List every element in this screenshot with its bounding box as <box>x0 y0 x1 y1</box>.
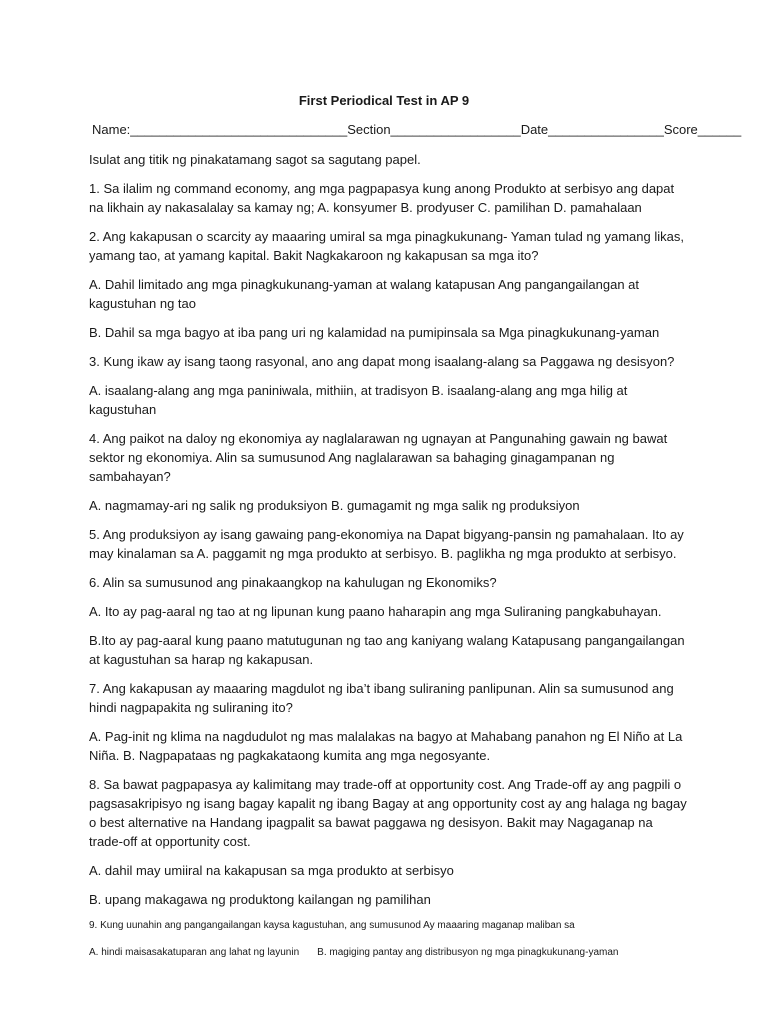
question-4: 4. Ang paikot na daloy ng ekonomiya ay naglalarawan ng ugnayan at Pangunahing gawain ng bawat sektor ng ekonomiya. Alin sa sumusunod Ang naglalarawan sa bahaging ginagampanan ng sambahayan? <box>89 431 668 484</box>
question-9-choice-b: B. magiging pantay ang distribusyon ng mga pinagkukunang-yaman <box>317 947 619 958</box>
question-2-choice-a: A. Dahil limitado ang mga pinagkukunang-yaman at walang katapusan Ang pangangailangan at kagustuhan ng tao <box>89 277 639 311</box>
question-8: 8. Sa bawat pagpapasya ay kalimitang may trade-off at opportunity cost. Ang Trade-off ay ang pagpili o pagsasakripisyo ng isang bagay kapalit ng ibang Bagay at ang opportunity cost ay ang halaga ng bagay o best alternative na Handang ipagpalit sa bawat paggawa ng desisyon. Bakit may Nagaganap na trade-off at opportunity cost. <box>89 777 687 849</box>
question-7-choices: A. Pag-init ng klima na nagdudulot ng mas malalakas na bagyo at Mahabang panahon ng El Niño at La Niña. B. Nagpapataas ng pagkakataong kumita ang mga negosyante. <box>89 729 683 763</box>
question-9-choices <box>89 946 689 960</box>
question-1: 1. Sa ilalim ng command economy, ang mga pagpapasya kung anong Produkto at serbisyo ang dapat na likhain ay nakasalalay sa kamay ng; A. konsyumer B. prodyuser C. pamilihan D. pamahalaan <box>89 181 675 215</box>
question-6-choice-b: B.Ito ay pag-aaral kung paano matutugunan ng tao ang kaniyang walang Katapusang pangangailangan at kagustuhan sa harap ng kakapusan. <box>89 633 685 667</box>
question-9: 9. Kung uunahin ang pangangailangan kaysa kagustuhan, ang sumusunod Ay maaaring maganap maliban sa <box>89 920 575 931</box>
student-info-line: Name:______________________________Section__________________Date________________Score______ <box>92 122 742 137</box>
question-7: 7. Ang kakapusan ay maaaring magdulot ng iba’t ibang suliraning panlipunan. Alin sa sumusunod ang hindi nagpapakita ng suliraning ito? <box>89 681 674 715</box>
question-2-choice-b: B. Dahil sa mga bagyo at iba pang uri ng kalamidad na pumipinsala sa Mga pinagkukunang-yaman <box>89 325 660 340</box>
instructions: Isulat ang titik ng pinakatamang sagot sa sagutang papel. <box>89 152 421 167</box>
document-content <box>89 93 742 973</box>
question-8-choice-a: A. dahil may umiiral na kakapusan sa mga produkto at serbisyo <box>89 863 454 878</box>
question-6-choice-a: A. Ito ay pag-aaral ng tao at ng lipunan kung paano haharapin ang mga Suliraning pangkabuhayan. <box>89 604 662 619</box>
question-5: 5. Ang produksiyon ay isang gawaing pang-ekonomiya na Dapat bigyang-pansin ng pamahalaan. Ito ay may kinalaman sa A. paggamit ng mga produkto at serbisyo. B. paglikha ng mga produkto at serbisyo. <box>89 527 684 561</box>
question-8-choice-b: B. upang makagawa ng produktong kailangan ng pamilihan <box>89 892 431 907</box>
page-title: First Periodical Test in AP 9 <box>298 93 470 108</box>
question-3: 3. Kung ikaw ay isang taong rasyonal, ano ang dapat mong isaalang-alang sa Paggawa ng desisyon? <box>89 354 675 369</box>
question-3-choices: A. isaalang-alang ang mga paniniwala, mithiin, at tradisyon B. isaalang-alang ang mga hilig at kagustuhan <box>89 383 628 417</box>
question-2: 2. Ang kakapusan o scarcity ay maaaring umiral sa mga pinagkukunang- Yaman tulad ng yamang likas, yamang tao, at yamang kapital. Bakit Nagkakaroon ng kakapusan sa mga ito? <box>89 229 684 263</box>
question-4-choices: A. nagmamay-ari ng salik ng produksiyon B. gumagamit ng mga salik ng produksiyon <box>89 498 580 513</box>
question-6: 6. Alin sa sumusunod ang pinakaangkop na kahulugan ng Ekonomiks? <box>89 575 497 590</box>
question-9-choice-a: A. hindi maisasakatuparan ang lahat ng layunin <box>89 947 300 958</box>
